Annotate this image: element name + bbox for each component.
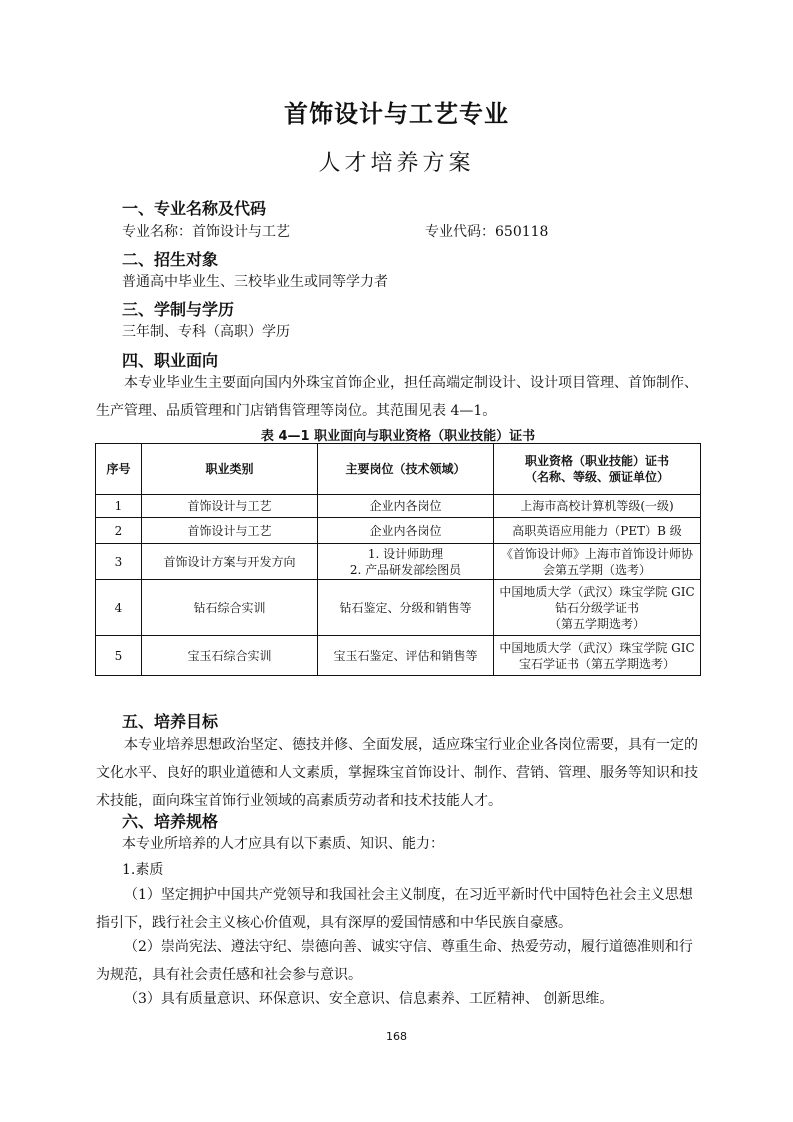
cell-index: 3 [96,544,142,580]
objective-paragraph: 本专业培养思想政治坚定、德技并修、全面发展，适应珠宝行业企业各岗位需要，具有一定的文化水平、良好的职业道德和人文素质，掌握珠宝首饰设计、制作、营销、管理、服务等知识和技术技能，面向珠宝首饰行业领域的高素质劳动者和技术技能人才。 [96,737,698,809]
cell-category: 首饰设计方案与开发方向 [142,544,318,580]
table-row [96,544,701,580]
cell-category: 宝玉石综合实训 [142,636,318,676]
cell-index: 4 [96,580,142,636]
cell-position: 1. 设计师助理 2. 产品研发部绘图员 [318,544,494,580]
table-header-row [96,444,701,495]
cell-position: 企业内各岗位 [318,518,494,544]
enrollment-text: 普通高中毕业生、三校毕业生或同等学力者 [122,274,388,290]
cell-position: 企业内各岗位 [318,495,494,518]
cell-certificate: 中国地质大学（武汉）珠宝学院 GIC 宝石学证书（第五学期选考） [494,636,701,676]
document-subtitle: 人才培养方案 [318,151,475,176]
cell-position: 宝玉石鉴定、评估和销售等 [318,636,494,676]
career-paragraph: 本专业毕业生主要面向国内外珠宝首饰企业，担任高端定制设计、设计项目管理、首饰制作、生产管理、品质管理和门店销售管理等岗位。其范围见表 4—1。 [96,375,698,419]
cell-certificate: 中国地质大学（武汉）珠宝学院 GIC 钻石分级学证书 （第五学期选考） [494,580,701,636]
table-row [96,580,701,636]
cell-index: 1 [96,495,142,518]
header-certificate: 职业资格（职业技能）证书 （名称、等级、颁证单位） [494,444,701,495]
table-caption: 表 4—1 职业面向与职业资格（职业技能）证书 [260,429,536,444]
section-heading-5: 五、培养目标 [122,712,219,731]
header-index: 序号 [96,444,142,495]
cell-index: 5 [96,636,142,676]
table-row [96,518,701,544]
cell-certificate: 高职英语应用能力（PET）B 级 [494,518,701,544]
quality-item-3: （3）具有质量意识、环保意识、安全意识、信息素养、工匠精神、 创新思维。 [124,991,614,1007]
cell-index: 2 [96,518,142,544]
spec-subheading-quality: 1.素质 [122,862,164,878]
cell-category: 首饰设计与工艺 [142,495,318,518]
section-heading-2: 二、招生对象 [122,250,219,269]
cell-position: 钻石鉴定、分级和销售等 [318,580,494,636]
header-category: 职业类别 [142,444,318,495]
cell-category: 首饰设计与工艺 [142,518,318,544]
table-row [96,495,701,518]
major-name: 专业名称：首饰设计与工艺 [122,224,290,240]
quality-item-2: （2）崇尚宪法、遵法守纪、崇德向善、诚实守信、尊重生命、热爱劳动，履行道德准则和行为规范，具有社会责任感和社会参与意识。 [96,939,693,983]
section-heading-3: 三、学制与学历 [122,300,235,319]
quality-item-1: （1）坚定拥护中国共产党领导和我国社会主义制度，在习近平新时代中国特色社会主义思想指引下，践行社会主义核心价值观，具有深厚的爱国情感和中华民族自豪感。 [96,887,693,931]
table-row [96,636,701,676]
career-table [95,443,701,676]
duration-text: 三年制、专科（高职）学历 [122,324,290,340]
section-heading-1: 一、专业名称及代码 [122,199,267,218]
cell-certificate: 《首饰设计师》上海市首饰设计师协 会第五学期（选考） [494,544,701,580]
cell-certificate: 上海市高校计算机等级(一级) [494,495,701,518]
section-heading-6: 六、培养规格 [122,812,219,831]
page-number: 168 [386,1030,407,1043]
document-title: 首饰设计与工艺专业 [284,100,509,128]
section-heading-4: 四、职业面向 [122,351,219,370]
header-position: 主要岗位（技术领域） [318,444,494,495]
major-code: 专业代码：650118 [425,224,549,240]
cell-category: 钻石综合实训 [142,580,318,636]
spec-intro: 本专业所培养的人才应具有以下素质、知识、能力： [122,836,444,852]
